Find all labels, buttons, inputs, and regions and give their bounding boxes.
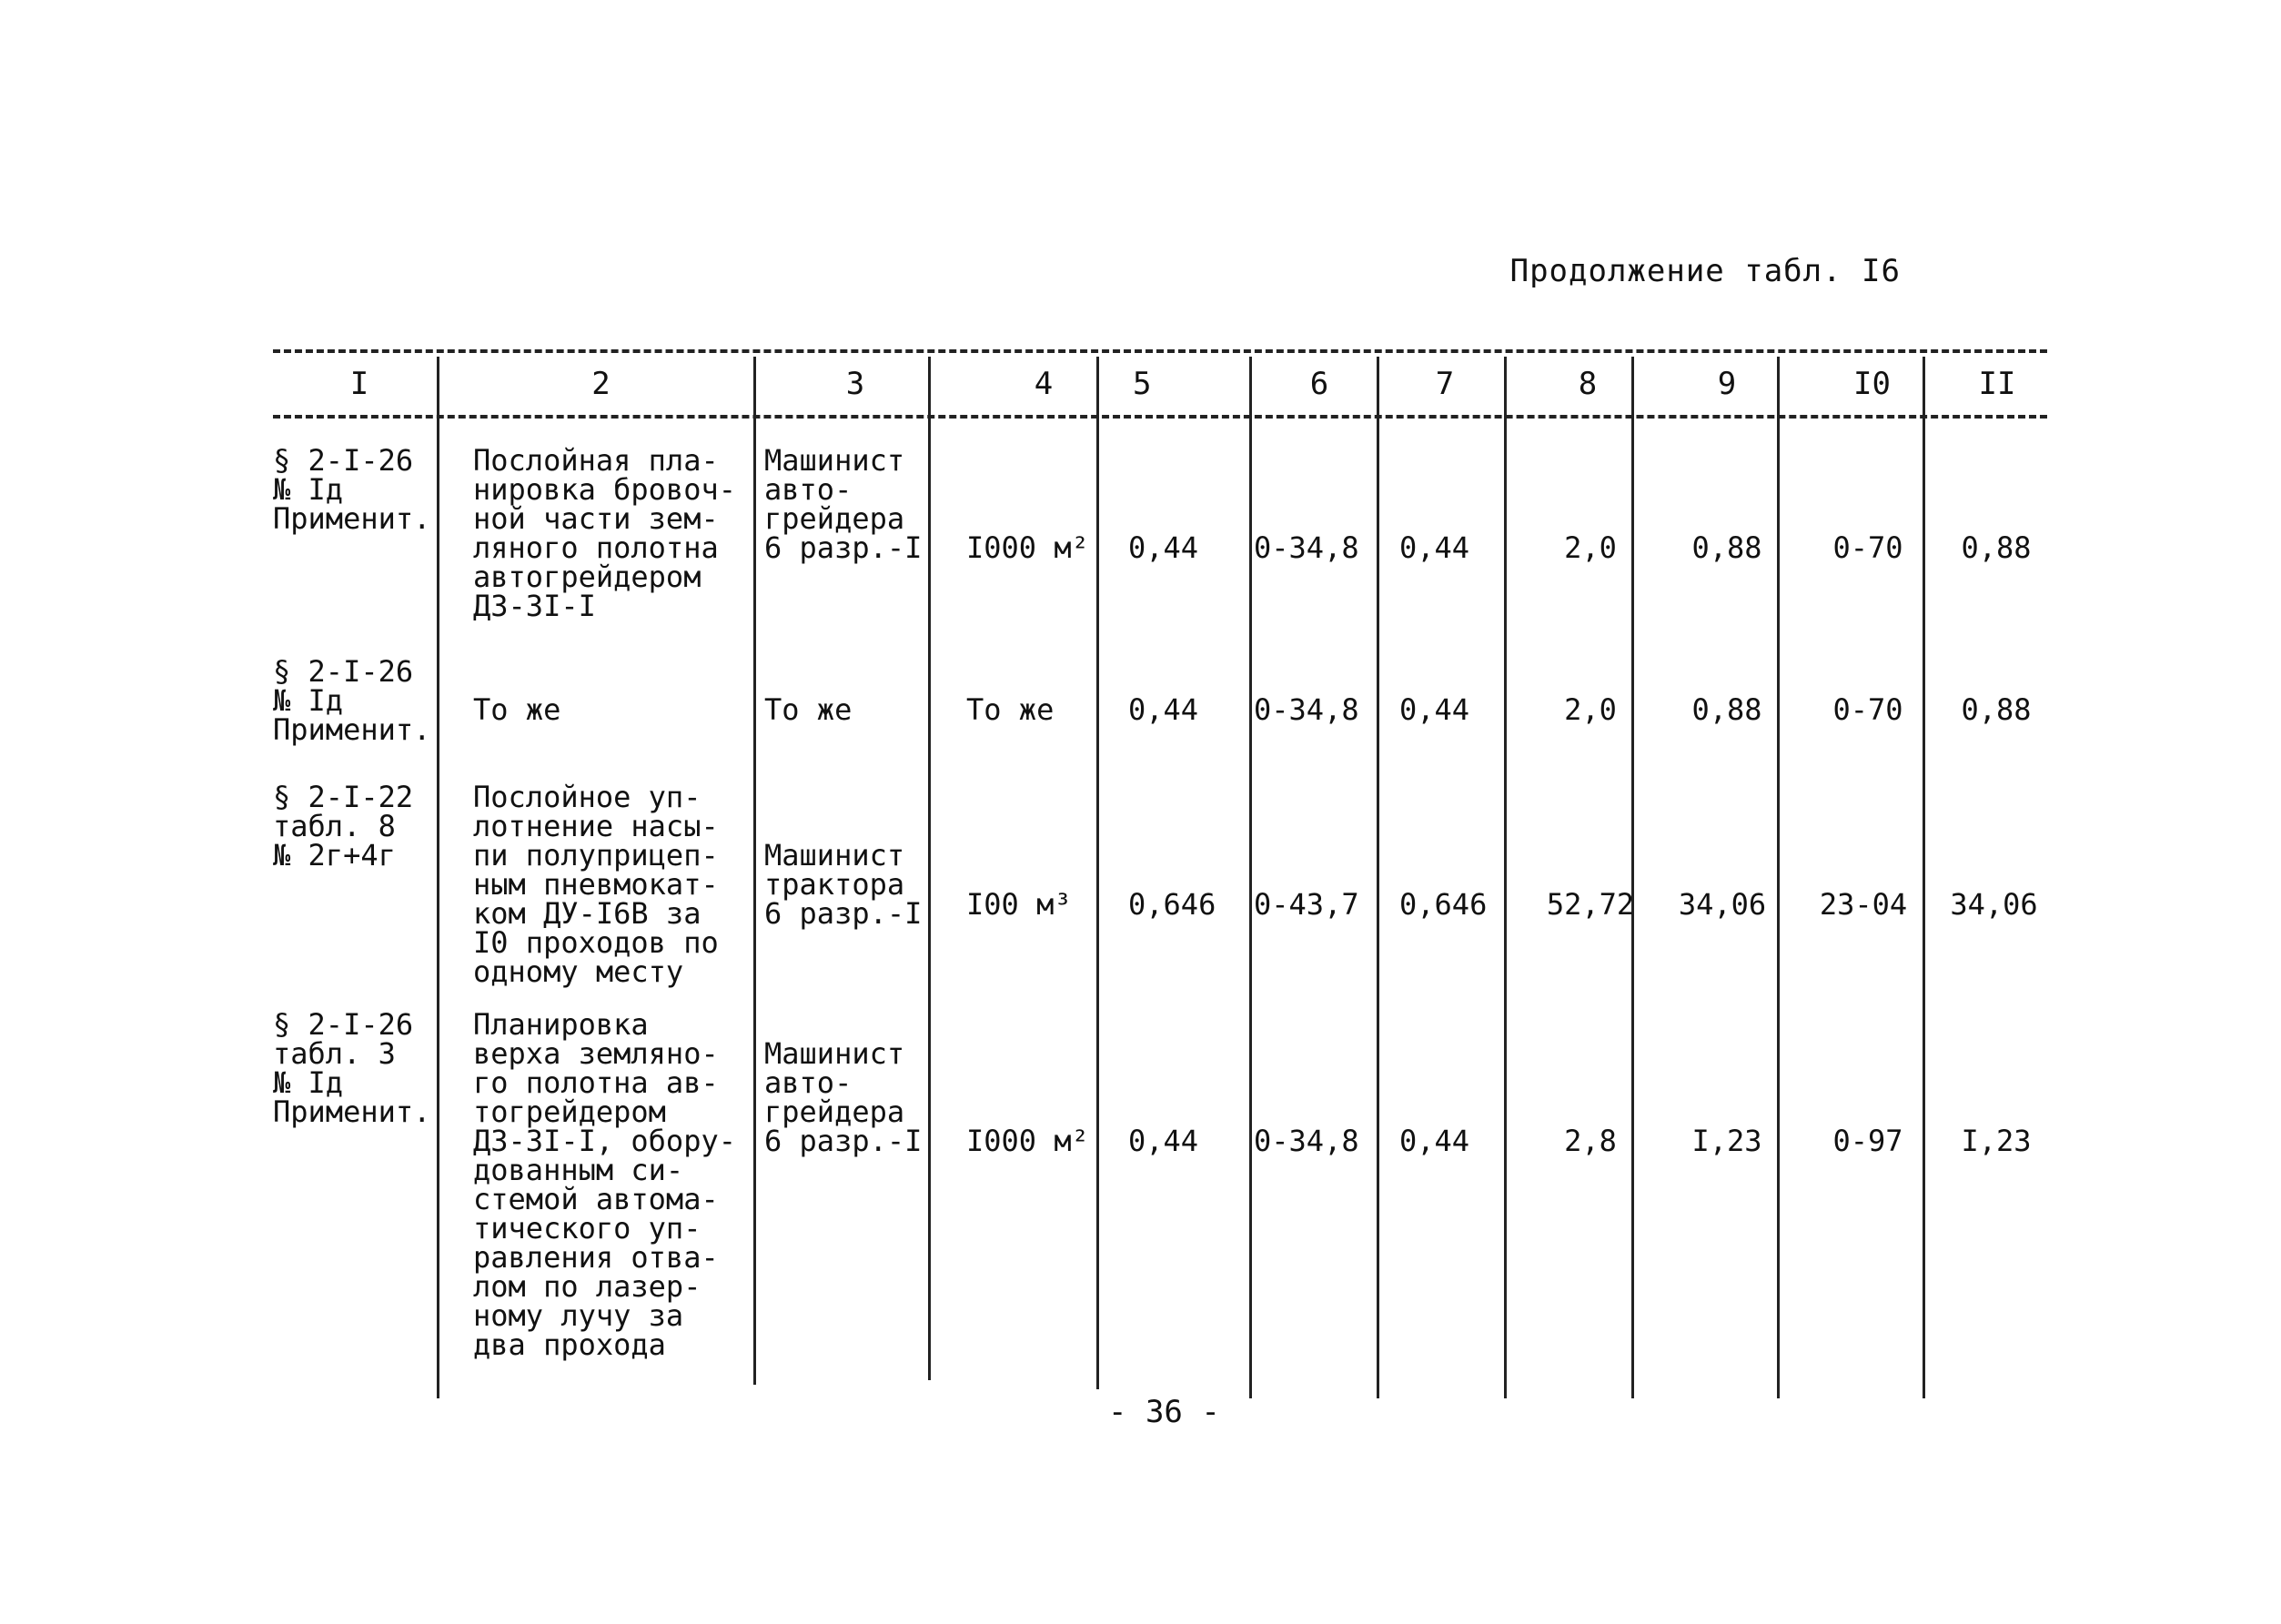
column-divider — [1249, 357, 1252, 1398]
column-divider — [1096, 357, 1099, 1389]
header-col-10: I0 — [1853, 366, 1891, 402]
cell-reference: § 2-I-22 табл. 8 № 2г+4г — [273, 780, 414, 873]
cell-col9: 0,88 — [1691, 530, 1762, 565]
cell-col6: 0-34,8 — [1254, 1124, 1359, 1158]
cell-col7: 0,646 — [1399, 887, 1488, 922]
column-divider — [1923, 357, 1925, 1398]
cell-description: Послойное уп- лотнение насы- пи полуприцеп- ным пневмокат- ком ДУ-I6В за I0 проходов по одному месту — [473, 780, 719, 989]
header-col-1: I — [349, 366, 369, 402]
cell-col11: 0,88 — [1961, 692, 2032, 727]
cell-col5: 0,646 — [1128, 887, 1216, 922]
cell-col11: I,23 — [1961, 1124, 2032, 1158]
cell-col7: 0,44 — [1399, 692, 1470, 727]
data-table — [273, 349, 2047, 1369]
cell-description: То же — [473, 692, 561, 727]
table-header — [273, 349, 2047, 419]
cell-reference: § 2-I-26 табл. 3 № Iд Применит. — [273, 1007, 431, 1129]
cell-col8: 52,72 — [1546, 887, 1635, 922]
header-col-11: II — [1978, 366, 2016, 402]
cell-col7: 0,44 — [1399, 1124, 1470, 1158]
column-divider — [1777, 357, 1780, 1398]
header-col-2: 2 — [591, 366, 611, 402]
cell-col5: 0,44 — [1128, 530, 1199, 565]
cell-worker: Машинист авто- грейдера 6 разр.-I — [764, 443, 923, 565]
cell-col8: 2,0 — [1564, 692, 1617, 727]
cell-worker: Машинист авто- грейдера 6 разр.-I — [764, 1036, 923, 1158]
cell-col10: 23-04 — [1819, 887, 1908, 922]
header-col-7: 7 — [1435, 366, 1455, 402]
table-body — [273, 419, 2047, 1369]
cell-col8: 2,0 — [1564, 530, 1617, 565]
cell-col8: 2,8 — [1564, 1124, 1617, 1158]
cell-unit: I00 м³ — [966, 887, 1072, 922]
cell-col6: 0-34,8 — [1254, 530, 1359, 565]
cell-col9: 34,06 — [1678, 887, 1767, 922]
cell-col6: 0-34,8 — [1254, 692, 1359, 727]
table-continuation-caption: Продолжение табл. I6 — [1509, 253, 1901, 289]
header-col-9: 9 — [1717, 366, 1737, 402]
cell-col10: 0-97 — [1832, 1124, 1903, 1158]
cell-description: Послойная пла- нировка бровоч- ной части зем- ляного полотна автогрейдером ДЗ-3I-I — [473, 443, 736, 623]
cell-col9: 0,88 — [1691, 692, 1762, 727]
cell-col11: 0,88 — [1961, 530, 2032, 565]
cell-col9: I,23 — [1691, 1124, 1762, 1158]
cell-col6: 0-43,7 — [1254, 887, 1359, 922]
cell-col7: 0,44 — [1399, 530, 1470, 565]
header-col-3: 3 — [845, 366, 865, 402]
column-divider — [1631, 357, 1634, 1398]
cell-unit: То же — [966, 692, 1055, 727]
cell-unit: I000 м² — [966, 1124, 1089, 1158]
page-number: - 36 - — [1108, 1394, 1220, 1430]
cell-worker: Машинист трактора 6 разр.-I — [764, 838, 923, 931]
column-divider — [1377, 357, 1379, 1398]
cell-col10: 0-70 — [1832, 692, 1903, 727]
column-divider — [437, 357, 439, 1398]
cell-col5: 0,44 — [1128, 692, 1199, 727]
header-col-8: 8 — [1578, 366, 1598, 402]
cell-reference: § 2-I-26 № Iд Применит. — [273, 654, 431, 747]
column-divider — [753, 357, 756, 1385]
cell-unit: I000 м² — [966, 530, 1089, 565]
cell-col10: 0-70 — [1832, 530, 1903, 565]
cell-col11: 34,06 — [1950, 887, 2038, 922]
cell-worker: То же — [764, 692, 853, 727]
header-col-4: 4 — [1034, 366, 1054, 402]
cell-description: Планировка верха земляно- го полотна ав- тогрейдером ДЗ-3I-I, обору- дованным си- стемой автома- тического уп- равления отва- лом по лазер- ному лучу за два прохода — [473, 1007, 736, 1362]
column-divider — [928, 357, 931, 1380]
header-col-5: 5 — [1133, 366, 1152, 402]
cell-col5: 0,44 — [1128, 1124, 1199, 1158]
column-divider — [1504, 357, 1507, 1398]
cell-reference: § 2-I-26 № Iд Применит. — [273, 443, 431, 536]
header-col-6: 6 — [1309, 366, 1329, 402]
